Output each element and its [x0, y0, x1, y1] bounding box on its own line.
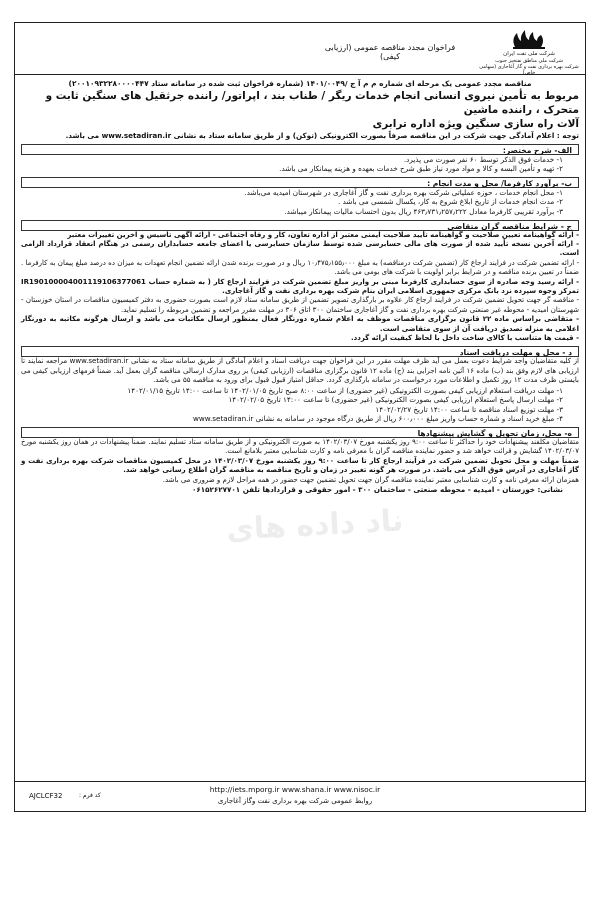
form-code: AJCLCF32	[29, 792, 63, 800]
footer-links[interactable]: http://iets.mporg.ir www.shana.ir www.nisoc.ir	[209, 785, 381, 794]
list-item: ۱- محل انجام خدمات ، حوزه عملیاتی شرکت بهره برداری نفت و گاز آغاجاری در شهرستان امیدیه می‌باشد.	[244, 187, 563, 197]
list-item: ۲- تهیه و تأمین البسه و کالا و مواد مورد نیاز طبق شرح خدمات بعهده و هزینه پیمانکار می باشد.	[279, 164, 563, 174]
logo-line-2: شرکت ملی مناطق نفتخیز جنوب	[495, 58, 563, 64]
address-line: نشانی: خوزستان - امیدیه - محوطه صنعتی - ساختمان ۳۰۰ - امور حقوقی و قراردادها تلفن ۰۶۱۵۲۶۲۷۷۰۱	[191, 485, 563, 495]
tender-title-line-2: آلات راه سازی سنگین ویژه اداره ترابری	[372, 118, 579, 130]
representative-paragraph: همزمان ارائه معرفی نامه و کارت شناسایی معتبر نماینده مناقصه گران جهت تحویل تضمین جهت حضور در همه مراحل لازم و ضروری می باشد.	[162, 475, 579, 484]
notice-header	[15, 23, 585, 75]
flame-logo-icon	[507, 27, 551, 51]
submission-paragraph: متقاضیان مکلفند پیشنهادات خود را حداکثر تا ساعت ۹:۰۰ روز یکشنبه مورخ ۱۴۰۲/۰۳/۰۷ به صورت الکترونیکی و از طریق سامانه ستاد تسلیم نمایند. ضمناً پیشنهادات در همان روز یکشنبه مورخ ۱۴۰۲/۰۳/۰۷ گشایش و قرائت خواهد شد و حضور نماینده مناقصه گران با معرفی نامه و کارت شناسایی معتبر بلامانع است.	[21, 438, 579, 456]
form-code-label: کد فرم :	[79, 792, 101, 799]
list-item: ۳- مهلت توزیع اسناد مناقصه تا ساعت ۱۴:۰۰ تاریخ ۱۴۰۲/۰۲/۲۷	[375, 404, 563, 414]
section-alef-title: الف- شرح مختصر:	[502, 145, 572, 155]
list-item: - قیمت ها متناسب با کالای ساخت داخل با لحاظ کیفیت ارائه گردد.	[350, 334, 579, 343]
documents-paragraph: از کلیه متقاضیان واجد شرایط دعوت بعمل می آید ظرف مهلت مقرر در این فراخوان جهت دریافت اسناد و اعلام آمادگی از طریق سامانه ستاد به نشانی www.setadiran.ir مراجعه نمایند تا ارزیابی های لازم وفق بند (ب) ماده ۱۶ آئین نامه اجرایی بند (ج) ماده ۱۲ قانون برگزاری مناقصات (ارزیابی کیفی) بر روی مدارک ارسالی مناقصه گران بعمل آید. ضمناً فرمهای ارزیابی کیفی می بایستی ظرف مدت ۱۲ روز تکمیل و اطلاعات مورد درخواست در سامانه بارگذاری گردد. حداقل امتیاز قبول قبول برای ورود به مناقصه ۵۵ می باشد.	[21, 357, 579, 385]
section-je-title: ج - شرایط مناقصه گران متقاضی	[447, 221, 572, 231]
list-item: ۲- مهلت ارسال پاسخ استعلام ارزیابی کیفی بصورت الکترونیکی (غیر حضوری) تا ساعت ۱۴:۰۰ تاریخ ۱۴۰۲/۰۲/۰۵	[228, 395, 563, 405]
tender-title-line-1: مربوط به تأمین نیروی انسانی انجام خدمات ریگر / طناب بند ، اپراتور/ راننده جرثقیل های سنگین ثابت و متحرک ، راننده ماشین	[45, 90, 579, 116]
list-item: - ارائه گواهینامه تعیین صلاحیت و گواهینامه تأیید صلاحیت ایمنی معتبر از اداره تعاون، کار و رفاه اجتماعی - ارائه آگهی تاسیس و آخرین تغییرات معتبر	[67, 230, 579, 239]
tender-number-line: مناقصه مجدد عمومی یک مرحله ای شماره م م آ ج /۱۴۰۱/۰۰۴۹ (شماره فراخوان ثبت شده در سامانه ستاد ۲۰۰۱۰۹۳۲۲۸۰۰۰۰۴۴۷)	[68, 79, 532, 88]
list-item: ۱- مهلت دریافت استعلام ارزیابی کیفی بصورت الکترونیکی (غیر حضوری) از ساعت ۸:۰۰ صبح تاریخ ۱۴۰۲/۰۱/۰۵ تا ساعت ۱۴:۰۰ تاریخ ۱۴۰۲/۰۱/۱۵	[127, 385, 563, 395]
section-be-title: ب- برآورد کارفرما/ محل و مدت انجام :	[427, 178, 572, 188]
section-je-header	[21, 220, 579, 231]
section-alef-header	[21, 144, 579, 155]
watermark: ناد داده های	[225, 503, 405, 548]
list-item: ۳- برآورد تقریبی کارفرما معادل ۴۶۳٫۷۳۱٫۲۵۷٫۲۲۲ ریال بدون احتساب مالیات پیمانکار میباشد.	[284, 206, 563, 216]
section-he-title: ه- محل، زمان تحویل و گشایش پیشنهادها	[417, 429, 572, 439]
section-he-header	[21, 427, 579, 438]
list-item: - مناقصه گر جهت تحویل تضمین شرکت در فرایند ارجاع کار علاوه بر بارگذاری تصویر تضمین از طریق سامانه ستاد لازم است بصورت حضوری به دفتر کمیسیون مناقصات در استان خوزستان - شهرستان امیدیه - محوطه غیر صنعتی شرکت بهره برداری نفت و گاز آغاجاری ساختمان ۳۰۰ اتاق ۳۰۶ در مهلت مقرر مراجعه و تضمین مربوطه را تسلیم نماید.	[21, 296, 579, 314]
section-dal-header	[21, 346, 579, 357]
electronic-submission-notice: توجه : اعلام آمادگی جهت شرکت در این مناقصه صرفاً بصورت الکترونیکی (توکن) و از طریق سامانه ستاد به نشانی www.setadiran.ir می باشد.	[65, 131, 579, 140]
logo-line-1: شرکت ملی نفت ایران	[503, 51, 555, 57]
list-item: - ارائه تضمین شرکت در فرایند ارجاع کار (تضمین شرکت درمناقصه) به مبلغ ۱۰٫۴۷۵٫۱۵۵٫۰۰۰ ریال و در صورت برنده شدن ارائه تضمین انجام تعهدات به میزان ده درصد مبلغ پیمان به کارفرما . ضمناً در تعیین برنده مناقصه و در شرایط برابر اولویت با شرکت های بومی می باشد.	[21, 258, 579, 277]
footer-organization: روابط عمومی شرکت بهره برداری نفت وگاز آغاجاری	[217, 797, 373, 805]
list-item: ۴- مبلغ خرید اسناد و شماره حساب واریز مبلغ ۶۰۰٫۰۰۰ ریال از طریق درگاه موجود در سامانه به نشانی www.setadiran.ir	[193, 414, 563, 424]
notice-body	[21, 79, 579, 495]
list-item: ۱- خدمات فوق الذکر توسط ۶۰ نفر صورت می پذیرد.	[403, 154, 563, 164]
section-be-header	[21, 177, 579, 188]
notice-frame	[14, 22, 586, 812]
guarantee-paragraph: ضمناً مهلت و محل تحویل تضمین شرکت در فرآیند ارجاع کار تا ساعت ۹:۰۰ روز یکشنبه مورخ ۱۴۰۲/۰۳/۰۷ در محل کمیسیون مناقصات شرکت بهره برداری نفت و گاز آغاجاری در آدرس فوق الذکر می باشد. در صورت هر گونه تغییر در زمان و تاریخ مناقصه به مناقصه گران اطلاع رسانی خواهد شد.	[21, 456, 579, 475]
header-title: فراخوان مجدد مناقصه عمومی (ارزیابی کیفی)	[324, 43, 456, 61]
notice-footer	[15, 781, 585, 811]
list-item: - متقاضی براساس ماده ۲۲ قانون برگزاری مناقصات موظف به اعلام شماره دورنگار فعال بمنظور ارسال مکاتبات می باشد و ارسال هرگونه مکاتبه به دورنگار اعلامی به منزله تصدیق دریافت آن از سوی متقاضی است.	[21, 315, 579, 333]
company-logo	[479, 27, 579, 76]
logo-line-3: شرکت بهره برداری نفت و گاز آغاجاری (سهامی خاص)	[479, 64, 579, 76]
list-item: - ارائه رسید وجه صادره از سوی حسابداری کارفرما مبنی بر واریز مبلغ تضمین شرکت در فرایند ارجاع کار ( به شماره حساب IR190100004001119106377061 تمرکز وجوه سپرده نزد بانک مرکزی جمهوری اسلامی ایران بنام شرکت بهره برداری نفت و گاز آغاجاری.	[21, 277, 579, 295]
list-item: ۲- مدت انجام خدمات از تاریخ ابلاغ شروع به کار، یکسال شمسی می باشد .	[338, 197, 563, 207]
section-dal-title: د - محل و مهلت دریافت اسناد	[459, 348, 572, 358]
list-item: - ارائه آخرین نسخه تأیید شده از صورت های مالی حسابرسی شده توسط سازمان حسابرسی یا اعضای جامعه حسابداران رسمی در هنگام انعقاد قرارداد الزامی است.	[21, 239, 579, 258]
